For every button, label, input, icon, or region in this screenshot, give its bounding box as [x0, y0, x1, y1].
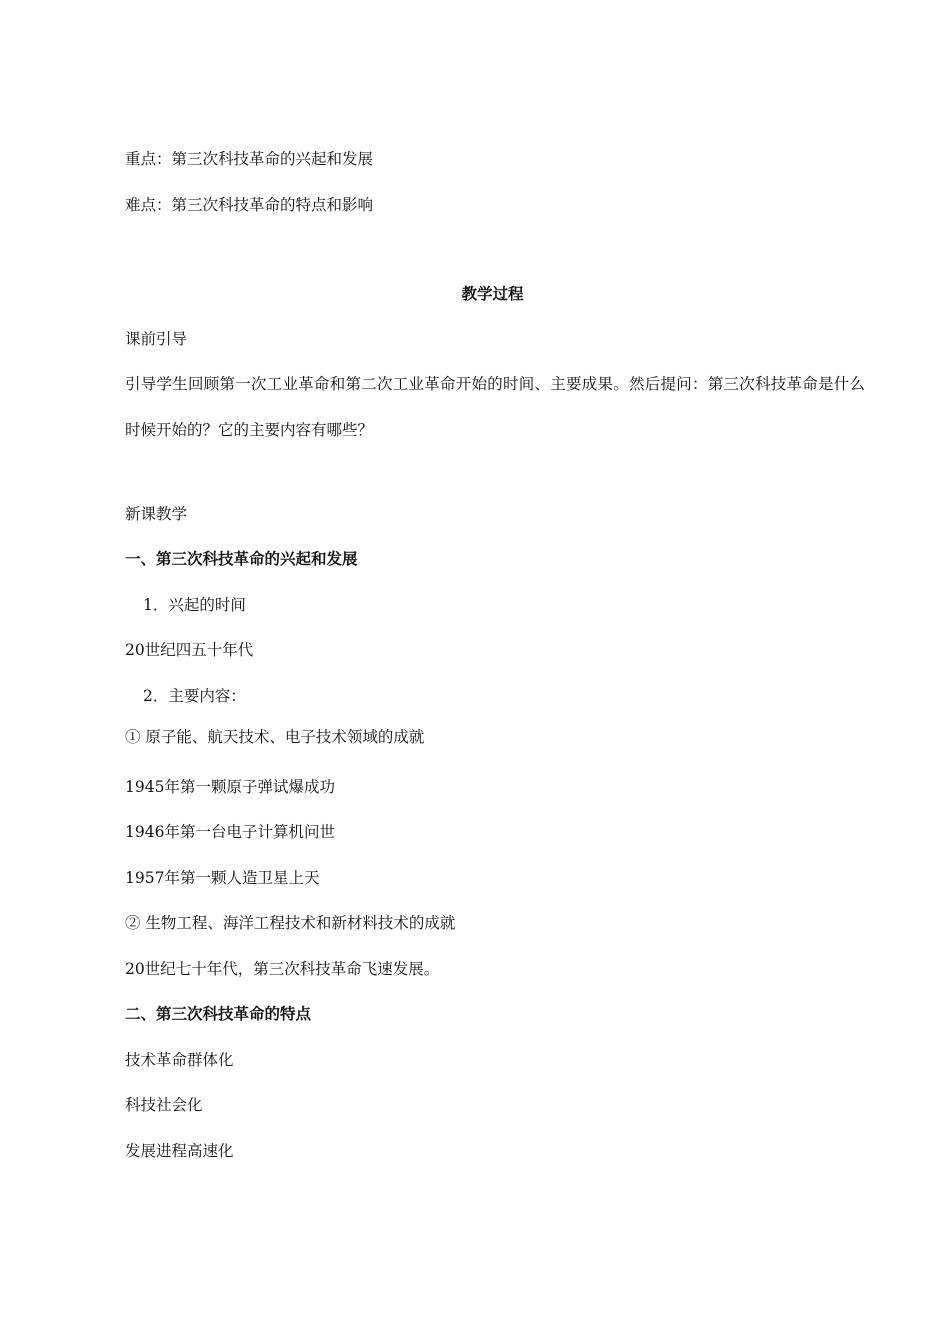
section-1-heading: 一、第三次科技革命的兴起和发展	[125, 549, 358, 568]
achievement-point-2: ② 生物工程、海洋工程技术和新材料技术的成就	[125, 914, 456, 932]
intro-heading: 课前引导	[125, 330, 188, 348]
trait-1: 技术革命群体化	[125, 1051, 234, 1069]
event-1946: 1946年第一台电子计算机问世	[125, 823, 335, 841]
new-lesson-heading: 新课教学	[125, 505, 188, 523]
section-1-item-1: 1．兴起的时间	[143, 596, 246, 614]
achievement-point-1: ① 原子能、航天技术、电子技术领域的成就	[125, 728, 425, 746]
intro-paragraph: 引导学生回顾第一次工业革命和第二次工业革命开始的时间、主要成果。然后提问：第三次科技革命是什么时候开始的？它的主要内容有哪些？	[125, 375, 865, 439]
section-2-heading: 二、第三次科技革命的特点	[125, 1004, 312, 1023]
difficulty-line: 难点：第三次科技革命的特点和影响	[125, 196, 374, 214]
rise-time-text: 20世纪四五十年代	[125, 641, 254, 659]
trait-3: 发展进程高速化	[125, 1142, 234, 1160]
trait-2: 科技社会化	[125, 1096, 203, 1114]
teaching-process-title: 教学过程	[461, 284, 524, 303]
key-point-line: 重点：第三次科技革命的兴起和发展	[125, 150, 374, 168]
event-1945: 1945年第一颗原子弹试爆成功	[125, 778, 335, 796]
seventies-development: 20世纪七十年代，第三次科技革命飞速发展。	[125, 960, 440, 978]
event-1957: 1957年第一颗人造卫星上天	[125, 869, 320, 887]
section-1-item-2: 2．主要内容：	[143, 687, 246, 705]
